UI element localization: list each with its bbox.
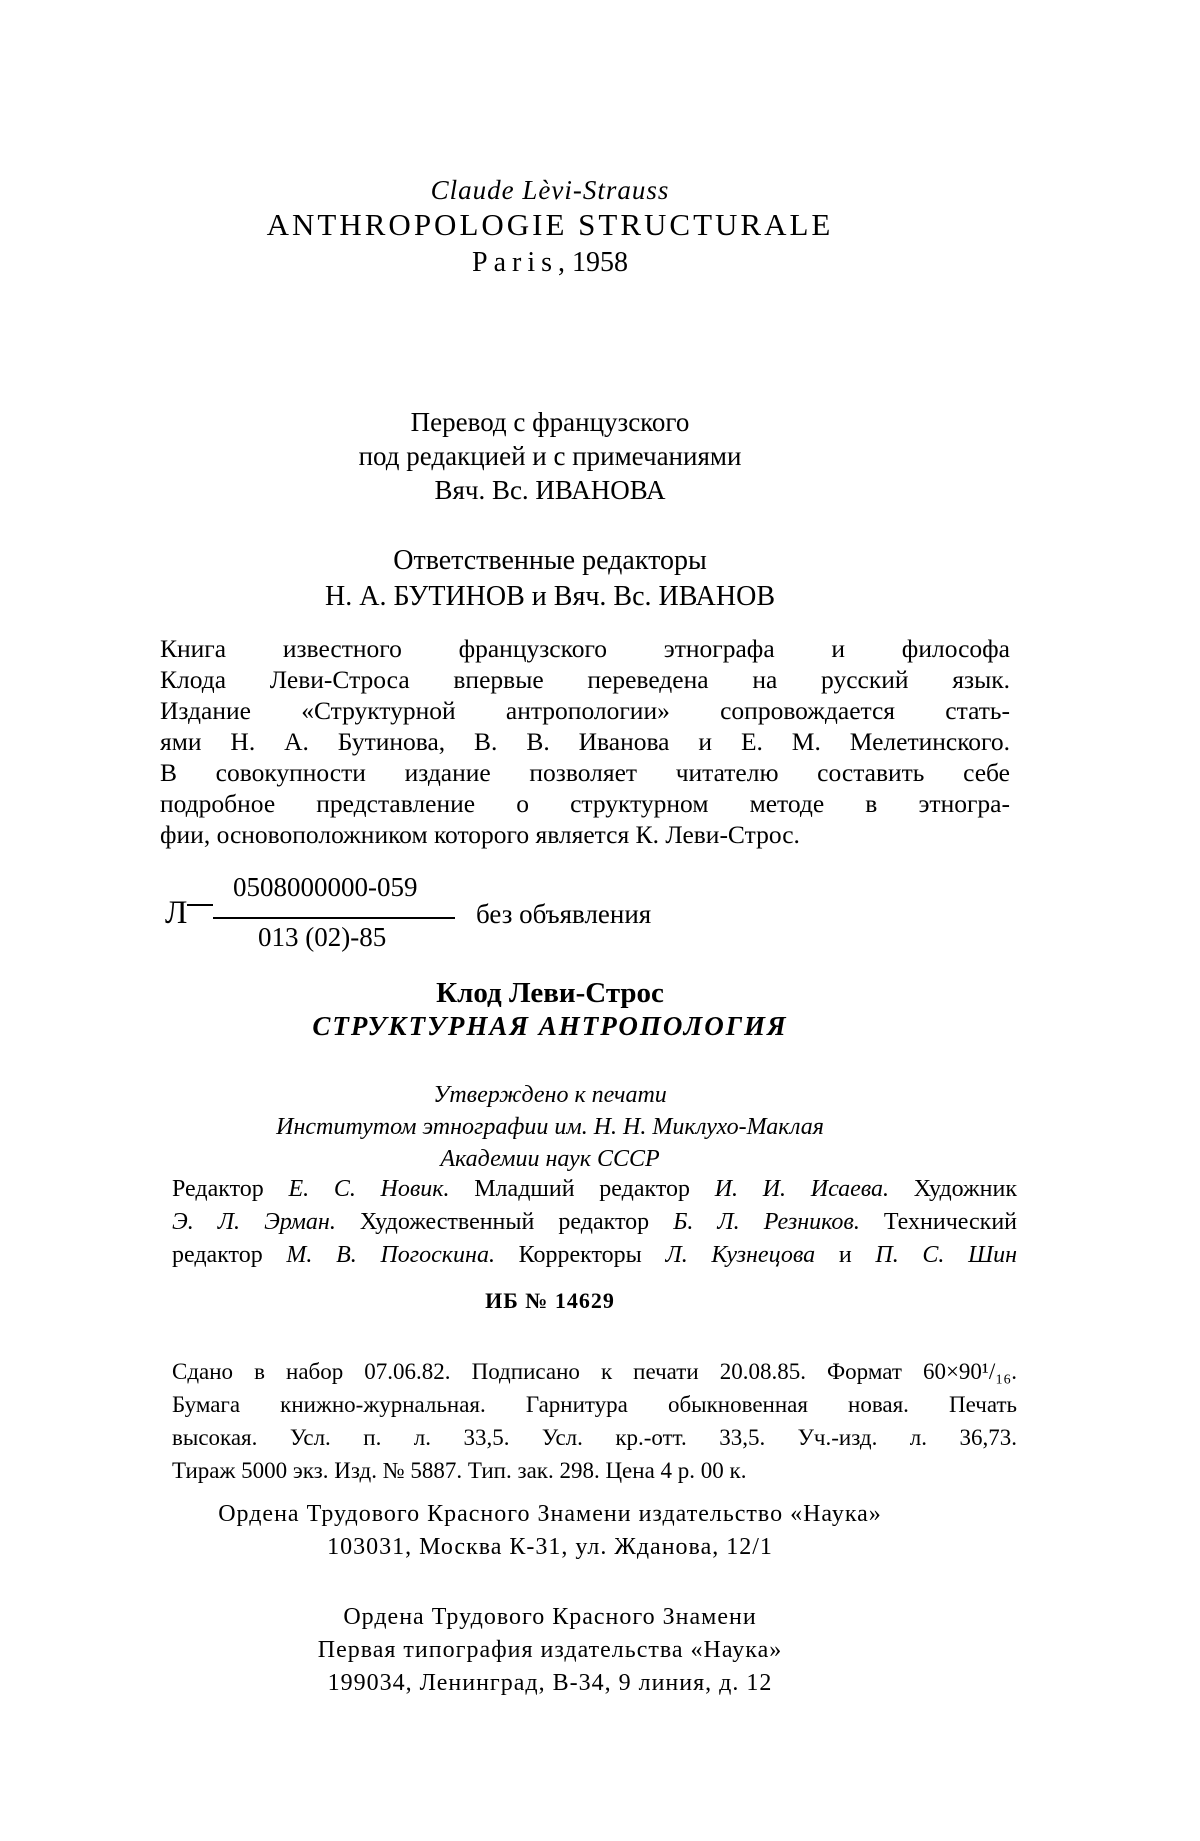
junior-editor-name: И. И. Исаева.: [714, 1176, 890, 1202]
original-year: , 1958: [558, 247, 628, 278]
art-editor-name: Б. Л. Резников.: [673, 1209, 860, 1235]
publisher-line-2: 103031, Москва К-31, ул. Жданова, 12/1: [327, 1534, 773, 1560]
printer-block: [0, 1601, 1100, 1700]
art-editor-label: Художественный редактор: [359, 1209, 650, 1235]
tech-editor-label-cont: редактор: [172, 1242, 263, 1268]
tech-editor-name: М. В. Погоскина.: [286, 1242, 495, 1268]
approval-line-2: Институтом этнографии им. Н. Н. Миклухо-Маклая: [276, 1114, 824, 1140]
artist-label: Художник: [913, 1176, 1017, 1202]
index-denominator: 013 (02)-85: [258, 922, 387, 952]
proofreader-1: Л. Кузнецова: [665, 1242, 816, 1268]
credits-line: [172, 1206, 1017, 1239]
approval-line-3: Академии наук СССР: [440, 1146, 660, 1172]
original-place-year: [0, 247, 1100, 279]
annotation-line: Издание «Структурной антропологии» сопровождается стать-: [160, 696, 1010, 725]
editors-label: Ответственные редакторы: [393, 545, 707, 576]
credits-line: [172, 1173, 1017, 1206]
approval-line-1: Утверждено к печати: [433, 1082, 667, 1108]
original-city: Paris: [472, 247, 558, 278]
original-author: Claude Lèvi-Strauss: [430, 175, 670, 205]
annotation-paragraph: [160, 633, 1010, 850]
printer-line-1: Ордена Трудового Красного Знамени: [343, 1604, 757, 1630]
ib-number: ИБ № 14629: [485, 1288, 615, 1313]
credits-block: [172, 1173, 1017, 1272]
annotation-line: подробное представление о структурном методе в этногра-: [160, 789, 1010, 818]
proofreader-2: П. С. Шин: [875, 1242, 1018, 1268]
publisher-block: [0, 1498, 1100, 1564]
printer-line-3: 199034, Ленинград, В-34, 9 линия, д. 12: [327, 1670, 773, 1696]
artist-name: Э. Л. Эрман.: [172, 1209, 336, 1235]
index-numerator: 0508000000-059: [233, 872, 418, 902]
book-title: СТРУКТУРНАЯ АНТРОПОЛОГИЯ: [312, 1011, 788, 1041]
editors-names: Н. А. БУТИНОВ и Вяч. Вс. ИВАНОВ: [325, 581, 775, 612]
specs-last-line: Тираж 5000 экз. Изд. № 5887. Тип. зак. 298. Цена 4 р. 00 к.: [172, 1458, 747, 1483]
proofreaders-and: и: [838, 1242, 852, 1268]
junior-editor-label: Младший редактор: [474, 1176, 690, 1202]
translation-line-1: Перевод с французского: [410, 407, 690, 437]
proofreaders-label: Корректоры: [518, 1242, 642, 1268]
index-fraction-bar: [213, 917, 455, 919]
annotation-line: Клода Леви-Строса впервые переведена на русский язык.: [160, 665, 1010, 694]
index-leader-line: [187, 904, 213, 906]
annotation-line: В совокупности издание позволяет читателю составить себе: [160, 758, 1010, 787]
translation-line-3: Вяч. Вс. ИВАНОВА: [434, 475, 666, 505]
approval-block: [0, 1079, 1100, 1175]
printer-line-2: Первая типография издательства «Наука»: [317, 1637, 783, 1663]
tech-editor-label: Технический: [883, 1209, 1018, 1235]
publisher-line-1: Ордена Трудового Красного Знамени издательство «Наука»: [218, 1501, 882, 1527]
editor-label: Редактор: [172, 1176, 264, 1202]
index-letter: Л: [165, 895, 188, 931]
original-title: ANTHROPOLOGIE STRUCTURALE: [266, 207, 834, 242]
annotation-last-line: фии, основоположником которого является К. Леви-Строс.: [160, 820, 800, 849]
print-specs: [172, 1355, 1017, 1487]
editors-block: [0, 543, 1100, 615]
index-note: без объявления: [476, 899, 652, 929]
credits-line: [172, 1239, 1017, 1272]
translation-line-2: под редакцией и с примечаниями: [358, 441, 742, 471]
specs-line: Бумага книжно-журнальная. Гарнитура обыкновенная новая. Печать: [172, 1392, 1017, 1417]
specs-line: высокая. Усл. п. л. 33,5. Усл. кр.-отт. 33,5. Уч.-изд. л. 36,73.: [172, 1425, 1017, 1450]
specs-line: Сдано в набор 07.06.82. Подписано к печати 20.08.85. Формат 60×90¹/₁₆.: [172, 1359, 1017, 1384]
translation-block: [0, 405, 1100, 507]
editor-name: Е. С. Новик.: [288, 1176, 450, 1202]
annotation-line: ями Н. А. Бутинова, В. В. Иванова и Е. М. Мелетинского.: [160, 727, 1010, 756]
annotation-line: Книга известного французского этнографа и философа: [160, 634, 1010, 663]
book-author: Клод Леви-Строс: [436, 977, 664, 1009]
